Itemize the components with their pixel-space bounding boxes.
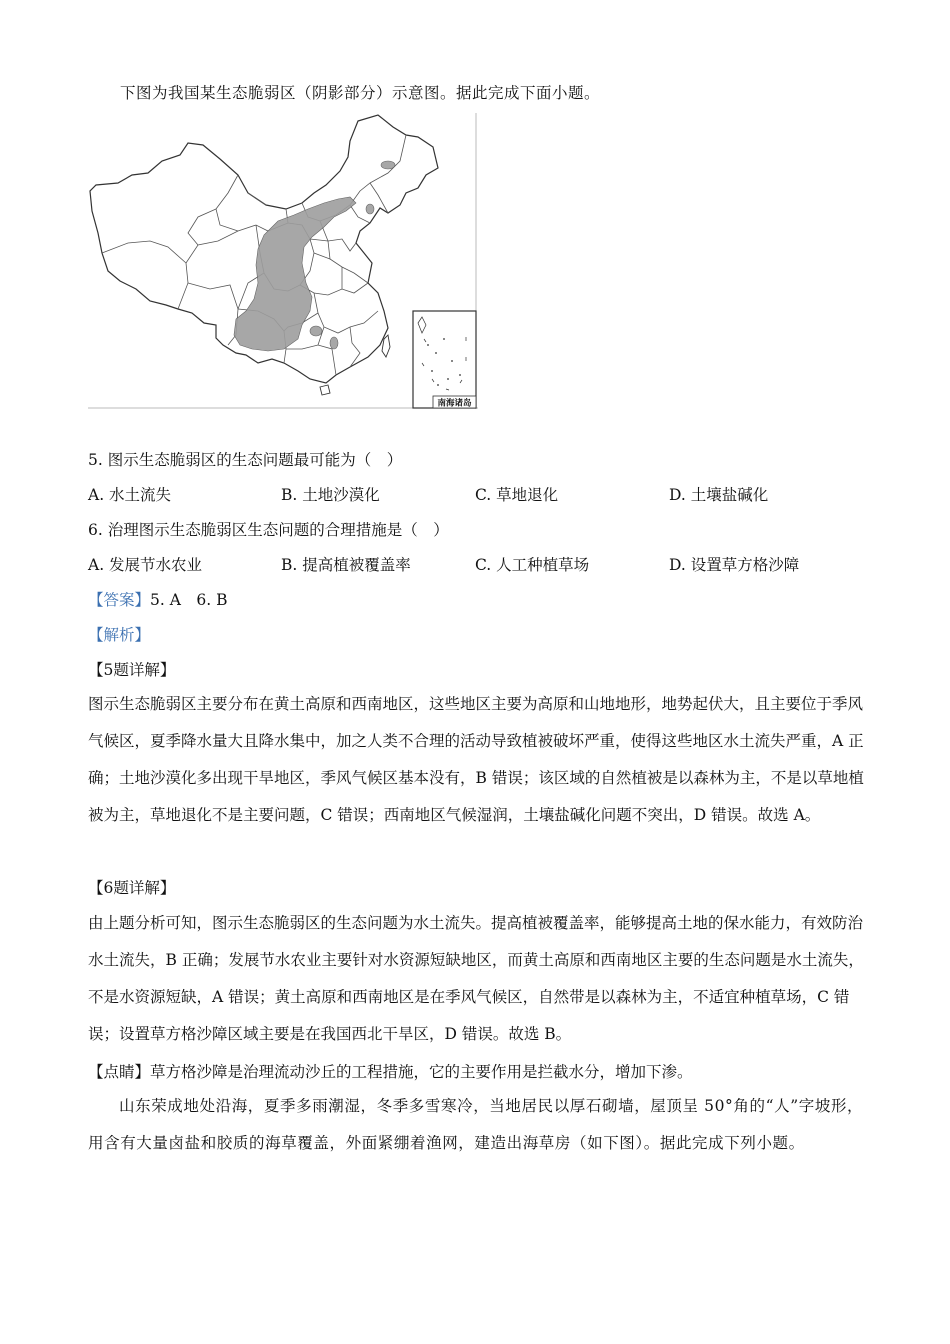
q5-option-d: D. 土壤盐碱化 bbox=[669, 486, 769, 504]
china-map-svg bbox=[88, 113, 478, 409]
detail-6-title: 【6题详解】 bbox=[88, 879, 176, 897]
detail-5-text: 图示生态脆弱区主要分布在黄土高原和西南地区，这些地区主要为高原和山地地形，地势起伏大，且主要位于季风气候区，夏季降水量大且降水集中，加之人类不合理的活动导致植被破坏严重，使得这些地区水土流失严重，A 正确；土地沙漠化多出现干旱地区，季风气候区基本没有，B 错误；该区域的自然植被是以森林为主，不是以草地植被为主，草地退化不是主要问题，C 错误；西南地区气候湿润，土壤盐碱化问题不突出，D 错误。故选 A。 bbox=[88, 695, 864, 824]
question-6-stem: 6. 治理图示生态脆弱区生态问题的合理措施是（ ） bbox=[88, 521, 449, 539]
question-5-stem: 5. 图示生态脆弱区的生态问题最可能为（ ） bbox=[88, 451, 403, 469]
intro-text-2: 山东荣成地处沿海，夏季多雨潮湿，冬季多雪寒冷，当地居民以厚石砌墙，屋顶呈 50°角的“人”字坡形，用含有大量卤盐和胶质的海草覆盖，外面紧绷着渔网，建造出海草房（如下图）。据此完成下列小题。 bbox=[88, 1097, 864, 1152]
hainan-island bbox=[320, 385, 330, 395]
analysis-tag: 【解析】 bbox=[88, 626, 151, 644]
tip-text: 草方格沙障是治理流动沙丘的工程措施，它的主要作用是拦截水分，增加下渗。 bbox=[150, 1063, 693, 1081]
q5-option-b: B. 土地沙漠化 bbox=[281, 486, 380, 504]
answer-tag: 【答案】 bbox=[88, 591, 151, 609]
q6-option-a: A. 发展节水农业 bbox=[88, 556, 203, 574]
intro-text-1: 下图为我国某生态脆弱区（阴影部分）示意图。据此完成下面小题。 bbox=[120, 84, 601, 102]
answer-line bbox=[88, 590, 228, 610]
q5-option-c: C. 草地退化 bbox=[475, 486, 559, 504]
q5-option-a: A. 水土流失 bbox=[88, 486, 172, 504]
tip-line bbox=[88, 1062, 693, 1082]
south-china-sea-inset bbox=[413, 311, 476, 409]
china-map-figure bbox=[88, 113, 478, 409]
detail-6-text: 由上题分析可知，图示生态脆弱区的生态问题为水土流失。提高植被覆盖率，能够提高土地的保水能力，有效防治水土流失，B 正确；发展节水农业主要针对水资源短缺地区，而黄土高原和西南地区主要的生态问题是水土流失，不是水资源短缺，A 错误；黄土高原和西南地区是在季风气候区，自然带是以森林为主，不适宜种植草场，C 错误；设置草方格沙障区域主要是在我国西北干旱区，D 错误。故选 B。 bbox=[88, 914, 864, 1043]
q6-option-b: B. 提高植被覆盖率 bbox=[281, 556, 411, 574]
inset-label: 南海诸岛 bbox=[437, 398, 472, 409]
answer-text: 5. A 6. B bbox=[150, 591, 228, 609]
detail-5-title: 【5题详解】 bbox=[88, 661, 176, 679]
tip-tag: 【点睛】 bbox=[88, 1063, 151, 1081]
q6-option-c: C. 人工种植草场 bbox=[475, 556, 590, 574]
q6-option-d: D. 设置草方格沙障 bbox=[669, 556, 800, 574]
